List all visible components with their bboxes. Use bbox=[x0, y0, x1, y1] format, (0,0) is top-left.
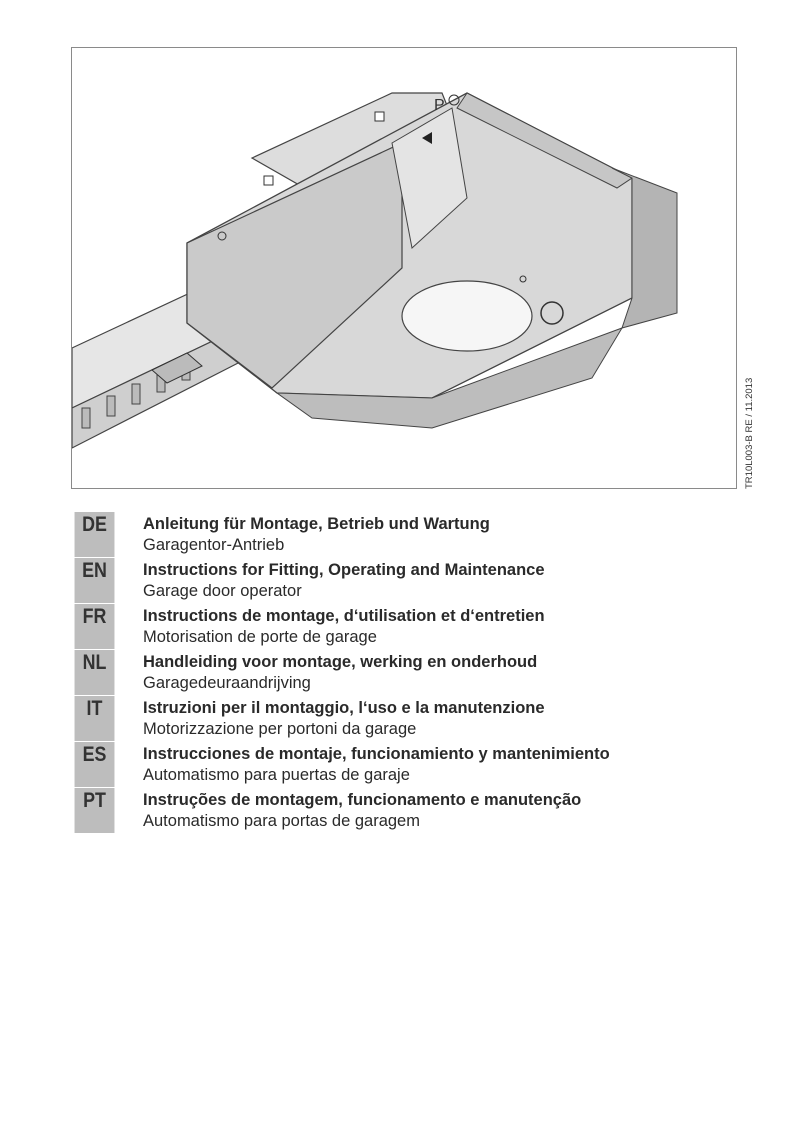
product-subtitle: Motorizzazione per portoni da garage bbox=[143, 720, 417, 738]
product-subtitle: Motorisation de porte de garage bbox=[143, 628, 377, 646]
language-code-badge: NL bbox=[75, 650, 115, 695]
language-code-badge: DE bbox=[75, 512, 115, 557]
manual-title: Instructions de montage, d‘utilisation et d‘entretien bbox=[143, 607, 545, 625]
language-entry bbox=[71, 604, 771, 649]
program-label: P bbox=[434, 97, 445, 114]
product-subtitle: Garage door operator bbox=[143, 582, 302, 600]
manual-title: Instrucciones de montaje, funcionamiento y mantenimiento bbox=[143, 745, 610, 763]
product-subtitle: Garagedeuraandrijving bbox=[143, 674, 311, 692]
manual-title: Istruzioni per il montaggio, l‘uso e la manutenzione bbox=[143, 699, 545, 717]
language-entry bbox=[71, 558, 771, 603]
language-entry bbox=[71, 512, 771, 557]
language-entry bbox=[71, 788, 771, 833]
manual-title: Handleiding voor montage, werking en onderhoud bbox=[143, 653, 538, 671]
language-entry bbox=[71, 696, 771, 741]
language-code-badge: PT bbox=[75, 788, 115, 833]
document-code: TR10L003-B RE / 11.2013 bbox=[744, 377, 755, 489]
product-subtitle: Garagentor-Antrieb bbox=[143, 536, 285, 554]
product-subtitle: Automatismo para puertas de garaje bbox=[143, 766, 410, 784]
language-code-badge: ES bbox=[75, 742, 115, 787]
product-subtitle: Automatismo para portas de garagem bbox=[143, 812, 420, 830]
manual-title: Instruções de montagem, funcionamento e manutenção bbox=[143, 791, 582, 809]
language-entry bbox=[71, 650, 771, 695]
language-code-badge: FR bbox=[75, 604, 115, 649]
language-entry bbox=[71, 742, 771, 787]
manual-title: Instructions for Fitting, Operating and Maintenance bbox=[143, 561, 545, 579]
manual-title: Anleitung für Montage, Betrieb und Wartung bbox=[143, 515, 490, 533]
language-code-badge: IT bbox=[75, 696, 115, 741]
product-illustration-frame bbox=[71, 47, 737, 489]
language-code-badge: EN bbox=[75, 558, 115, 603]
garage-door-operator-illustration bbox=[72, 48, 737, 489]
